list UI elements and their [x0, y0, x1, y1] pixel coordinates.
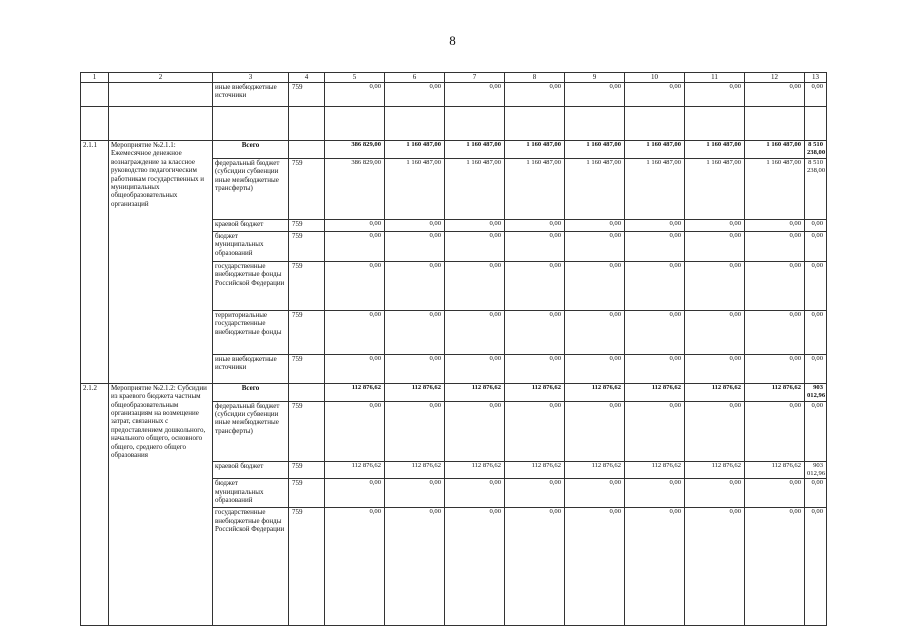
value-cell: 8 510 238,00	[805, 141, 827, 159]
code-cell	[289, 383, 325, 401]
value-cell: 0,00	[445, 261, 505, 310]
code-cell: 759	[289, 461, 325, 479]
value-cell: 0,00	[565, 231, 625, 261]
value-cell: 0,00	[745, 479, 805, 508]
value-cell: 1 160 487,00	[685, 158, 745, 219]
value-cell: 0,00	[385, 219, 445, 231]
value-cell: 112 876,62	[565, 383, 625, 401]
header-cell: 10	[625, 73, 685, 83]
value-cell: 903 012,96	[805, 383, 827, 401]
value-cell: 0,00	[565, 219, 625, 231]
value-cell: 0,00	[445, 354, 505, 383]
value-cell: 0,00	[625, 83, 685, 107]
value-cell: 0,00	[445, 508, 505, 626]
value-cell: 0,00	[325, 508, 385, 626]
code-cell: 759	[289, 479, 325, 508]
row-number-cell: 2.1.1	[81, 141, 109, 384]
value-cell: 0,00	[745, 261, 805, 310]
header-cell: 11	[685, 73, 745, 83]
code-cell: 759	[289, 83, 325, 107]
value-cell: 112 876,62	[385, 461, 445, 479]
value-cell: 386 829,00	[325, 158, 385, 219]
value-cell: 1 160 487,00	[745, 158, 805, 219]
value-cell: 0,00	[565, 508, 625, 626]
value-cell: 112 876,62	[385, 383, 445, 401]
value-cell: 1 160 487,00	[505, 141, 565, 159]
row-number-cell	[81, 83, 109, 107]
measure-name-cell	[109, 83, 213, 107]
budget-table	[80, 72, 827, 626]
value-cell: 0,00	[325, 479, 385, 508]
code-cell: 759	[289, 401, 325, 461]
value-cell: 1 160 487,00	[685, 141, 745, 159]
code-cell: 759	[289, 310, 325, 354]
header-cell: 9	[565, 73, 625, 83]
value-cell: 0,00	[505, 219, 565, 231]
value-cell: 0,00	[625, 401, 685, 461]
value-cell: 0,00	[745, 508, 805, 626]
value-cell: 0,00	[325, 401, 385, 461]
value-cell: 1 160 487,00	[505, 158, 565, 219]
value-cell: 112 876,62	[625, 383, 685, 401]
code-cell: 759	[289, 354, 325, 383]
value-cell: 0,00	[805, 508, 827, 626]
value-cell: 112 876,62	[325, 461, 385, 479]
value-cell: 0,00	[805, 310, 827, 354]
source-cell: Всего	[213, 383, 289, 401]
value-cell: 0,00	[685, 261, 745, 310]
header-cell: 1	[81, 73, 109, 83]
value-cell: 1 160 487,00	[745, 141, 805, 159]
value-cell: 0,00	[745, 310, 805, 354]
value-cell: 0,00	[805, 479, 827, 508]
value-cell: 0,00	[385, 231, 445, 261]
value-cell: 0,00	[505, 261, 565, 310]
value-cell: 0,00	[685, 479, 745, 508]
value-cell: 1 160 487,00	[445, 141, 505, 159]
value-cell: 0,00	[325, 219, 385, 231]
spacer-row	[81, 107, 827, 141]
source-cell: территориальные государственные внебюджетные фонды	[213, 310, 289, 354]
value-cell: 0,00	[625, 310, 685, 354]
header-cell: 8	[505, 73, 565, 83]
value-cell: 0,00	[805, 231, 827, 261]
value-cell: 0,00	[505, 508, 565, 626]
source-cell: бюджет муниципальных образований	[213, 479, 289, 508]
value-cell: 0,00	[685, 83, 745, 107]
value-cell: 0,00	[505, 401, 565, 461]
value-cell: 112 876,62	[505, 383, 565, 401]
value-cell: 0,00	[625, 479, 685, 508]
value-cell: 0,00	[745, 401, 805, 461]
measure-name-cell: Мероприятие №2.1.2: Субсидии из краевого бюджета частным общеобразовательным организациям на возмещение затрат, связанных с предоставлением дошкольного, начального общего, основного общего, среднего общего образования	[109, 383, 213, 626]
value-cell: 0,00	[685, 401, 745, 461]
value-cell: 0,00	[745, 83, 805, 107]
value-cell: 0,00	[445, 310, 505, 354]
value-cell: 0,00	[565, 83, 625, 107]
value-cell: 0,00	[565, 401, 625, 461]
value-cell: 112 876,62	[325, 383, 385, 401]
value-cell: 0,00	[565, 354, 625, 383]
value-cell: 112 876,62	[565, 461, 625, 479]
source-cell: федеральный бюджет (субсидии субвенции иные межбюджетные трансферты)	[213, 401, 289, 461]
source-cell: краевой бюджет	[213, 461, 289, 479]
value-cell: 0,00	[625, 219, 685, 231]
value-cell: 0,00	[445, 219, 505, 231]
code-cell: 759	[289, 261, 325, 310]
value-cell: 1 160 487,00	[385, 141, 445, 159]
value-cell: 0,00	[505, 479, 565, 508]
table-row	[81, 383, 827, 401]
table-row	[81, 141, 827, 159]
value-cell: 112 876,62	[745, 383, 805, 401]
header-row	[81, 73, 827, 83]
value-cell: 0,00	[325, 231, 385, 261]
value-cell: 0,00	[745, 354, 805, 383]
value-cell: 0,00	[625, 261, 685, 310]
row-number-cell: 2.1.2	[81, 383, 109, 626]
value-cell: 1 160 487,00	[625, 158, 685, 219]
code-cell: 759	[289, 508, 325, 626]
code-cell	[289, 141, 325, 159]
code-cell: 759	[289, 231, 325, 261]
value-cell: 0,00	[445, 401, 505, 461]
source-cell: федеральный бюджет (субсидии субвенции иные межбюджетные трансферты)	[213, 158, 289, 219]
source-cell: иные внебюджетные источники	[213, 354, 289, 383]
value-cell: 0,00	[505, 83, 565, 107]
value-cell: 112 876,62	[685, 383, 745, 401]
value-cell: 0,00	[625, 231, 685, 261]
source-cell: иные внебюджетные источники	[213, 83, 289, 107]
header-cell: 12	[745, 73, 805, 83]
value-cell: 0,00	[445, 231, 505, 261]
value-cell: 0,00	[805, 261, 827, 310]
value-cell: 1 160 487,00	[385, 158, 445, 219]
value-cell: 0,00	[685, 508, 745, 626]
value-cell: 0,00	[805, 354, 827, 383]
value-cell: 0,00	[565, 261, 625, 310]
value-cell: 112 876,62	[685, 461, 745, 479]
value-cell: 0,00	[505, 310, 565, 354]
header-cell: 6	[385, 73, 445, 83]
value-cell: 0,00	[385, 261, 445, 310]
code-cell: 759	[289, 219, 325, 231]
value-cell: 0,00	[745, 219, 805, 231]
source-cell: Всего	[213, 141, 289, 159]
source-cell: государственные внебюджетные фонды Российской Федерации	[213, 261, 289, 310]
value-cell: 1 160 487,00	[565, 158, 625, 219]
value-cell: 0,00	[805, 83, 827, 107]
value-cell: 0,00	[805, 219, 827, 231]
page-number: 8	[449, 33, 456, 48]
value-cell: 386 829,00	[325, 141, 385, 159]
header-cell: 7	[445, 73, 505, 83]
header-cell: 5	[325, 73, 385, 83]
value-cell: 1 160 487,00	[625, 141, 685, 159]
value-cell: 0,00	[685, 231, 745, 261]
value-cell: 0,00	[505, 354, 565, 383]
value-cell: 0,00	[625, 508, 685, 626]
value-cell: 0,00	[385, 310, 445, 354]
value-cell: 0,00	[385, 479, 445, 508]
value-cell: 0,00	[745, 231, 805, 261]
value-cell: 0,00	[565, 310, 625, 354]
value-cell: 0,00	[385, 508, 445, 626]
value-cell: 0,00	[505, 231, 565, 261]
value-cell: 1 160 487,00	[445, 158, 505, 219]
value-cell: 0,00	[445, 479, 505, 508]
value-cell: 0,00	[385, 401, 445, 461]
value-cell: 112 876,62	[445, 383, 505, 401]
value-cell: 0,00	[385, 354, 445, 383]
value-cell: 0,00	[325, 83, 385, 107]
value-cell: 0,00	[625, 354, 685, 383]
header-cell: 4	[289, 73, 325, 83]
value-cell: 0,00	[445, 83, 505, 107]
value-cell: 0,00	[565, 479, 625, 508]
value-cell: 112 876,62	[505, 461, 565, 479]
source-cell: краевой бюджет	[213, 219, 289, 231]
table-row	[81, 83, 827, 107]
value-cell: 0,00	[805, 401, 827, 461]
header-cell: 2	[109, 73, 213, 83]
value-cell: 0,00	[685, 310, 745, 354]
value-cell: 0,00	[325, 354, 385, 383]
header-cell: 13	[805, 73, 827, 83]
value-cell: 112 876,62	[445, 461, 505, 479]
code-cell: 759	[289, 158, 325, 219]
value-cell: 8 510 238,00	[805, 158, 827, 219]
header-cell: 3	[213, 73, 289, 83]
value-cell: 112 876,62	[745, 461, 805, 479]
value-cell: 0,00	[325, 310, 385, 354]
value-cell: 112 876,62	[625, 461, 685, 479]
value-cell: 0,00	[685, 354, 745, 383]
value-cell: 1 160 487,00	[565, 141, 625, 159]
value-cell: 0,00	[325, 261, 385, 310]
source-cell: государственные внебюджетные фонды Российской Федерации	[213, 508, 289, 626]
value-cell: 0,00	[685, 219, 745, 231]
value-cell: 0,00	[385, 83, 445, 107]
source-cell: бюджет муниципальных образований	[213, 231, 289, 261]
measure-name-cell: Мероприятие №2.1.1: Ежемесячное денежное вознаграждение за классное руководство педагогическим работникам государственных и муниципальных общеобразовательных организаций	[109, 141, 213, 384]
value-cell: 903 012,96	[805, 461, 827, 479]
